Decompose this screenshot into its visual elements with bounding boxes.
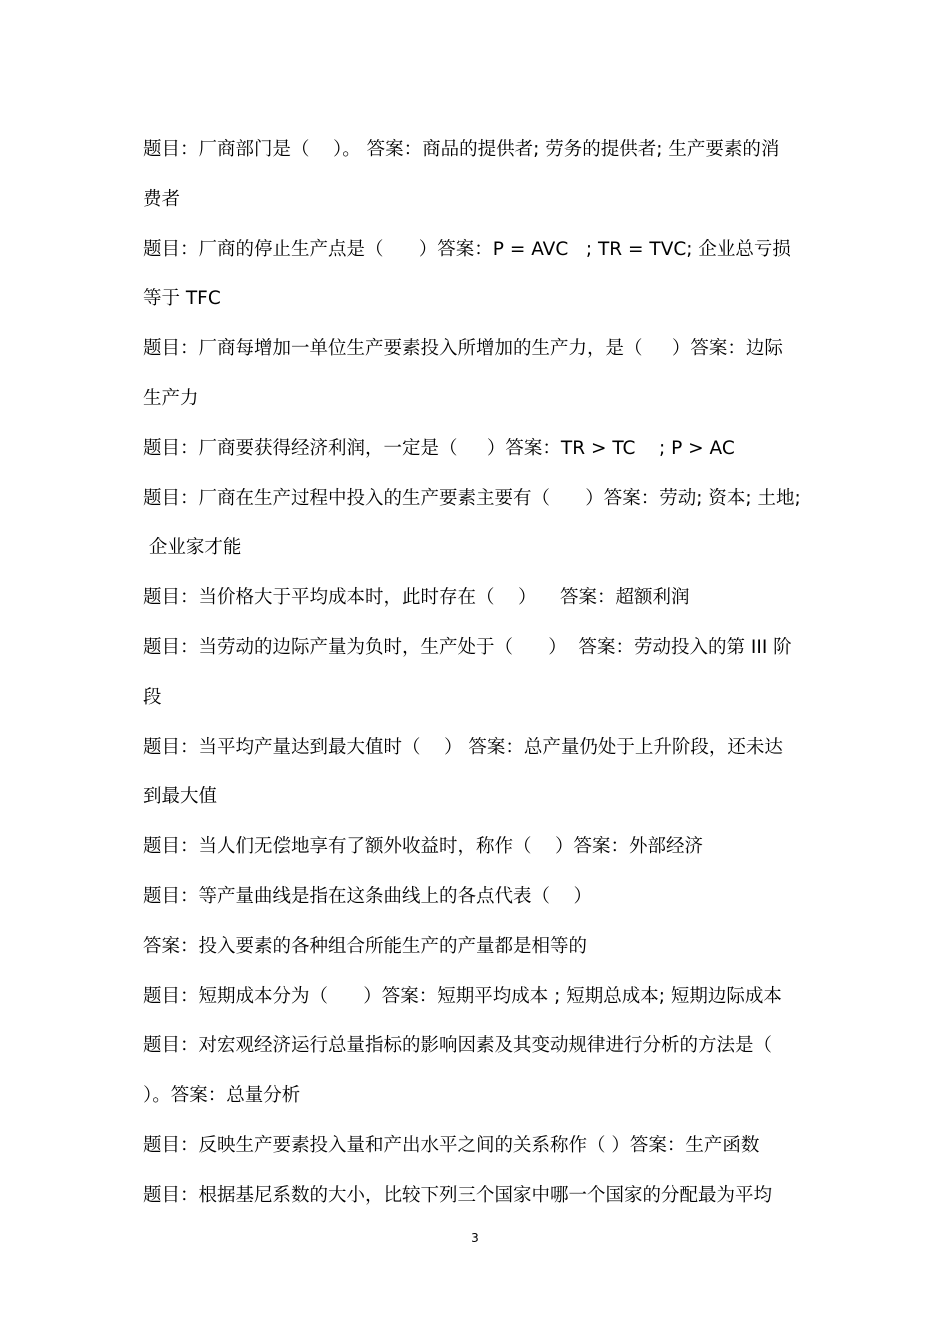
text-line: 题目：当劳动的边际产量为负时，生产处于（ ） 答案：劳动投入的第 III 阶 <box>143 636 792 658</box>
text-line: 题目：对宏观经济运行总量指标的影响因素及其变动规律进行分析的方法是（ <box>143 1035 773 1057</box>
text-line: 题目：厂商的停止生产点是（ ）答案：P = AVC ; TR = TVC; 企业总亏损 <box>143 238 791 260</box>
text-line: 题目：厂商部门是（ ）。 答案：商品的提供者; 劳务的提供者; 生产要素的消 <box>143 139 780 160</box>
text-line: 答案：投入要素的各种组合所能生产的产量都是相等的 <box>143 935 588 957</box>
text-line: 题目：反映生产要素投入量和产出水平之间的关系称作（ ）答案：生产函数 <box>143 1134 760 1156</box>
page-number: 3 <box>471 1231 479 1245</box>
text-line: ）。答案：总量分析 <box>143 1085 301 1107</box>
text-line: 题目：等产量曲线是指在这条曲线上的各点代表（ ） <box>143 885 593 907</box>
text-line: 题目：短期成本分为（ ）答案：短期平均成本 ; 短期总成本; 短期边际成本 <box>143 985 782 1007</box>
text-line: 题目：厂商要获得经济利润，一定是（ ）答案：TR > TC ; P > AC <box>143 437 735 459</box>
text-line: 题目：当人们无偿地享有了额外收益时，称作（ ）答案：外部经济 <box>143 836 704 858</box>
text-line: 段 <box>143 686 162 708</box>
text-line: 题目：当价格大于平均成本时，此时存在（ ） 答案：超额利润 <box>143 587 690 609</box>
text-line: 题目：厂商在生产过程中投入的生产要素主要有（ ）答案：劳动; 资本; 土地; <box>143 487 801 509</box>
text-line: 题目：根据基尼系数的大小，比较下列三个国家中哪一个国家的分配最为平均 <box>143 1184 773 1206</box>
text-line: 题目：当平均产量达到最大值时（ ） 答案：总产量仍处于上升阶段，还未达 <box>143 736 783 758</box>
text-line: 题目：厂商每增加一单位生产要素投入所增加的生产力，是（ ）答案：边际 <box>143 338 783 360</box>
text-line: 等于 TFC <box>143 288 221 310</box>
text-line: 到最大值 <box>143 786 218 808</box>
text-line: 费者 <box>143 188 181 210</box>
text-line: 生产力 <box>143 387 199 409</box>
document-body <box>143 125 813 1221</box>
text-line: 企业家才能 <box>143 537 242 559</box>
